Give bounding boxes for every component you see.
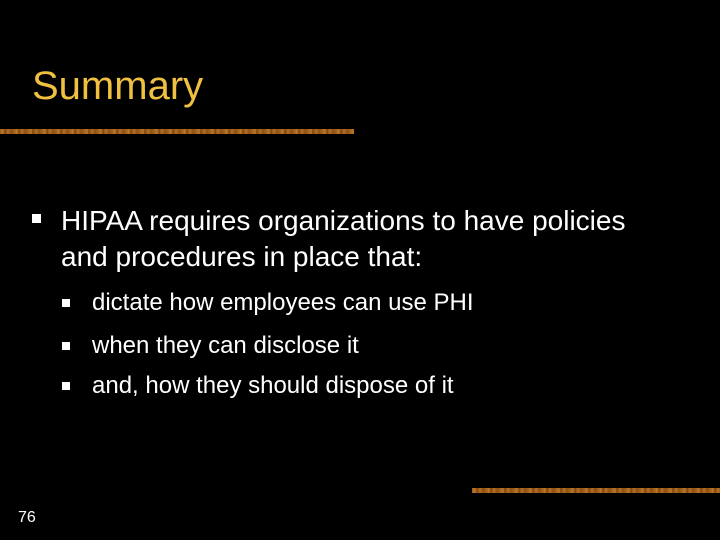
sub-bullet-text: when they can disclose it [92,332,359,359]
square-bullet-icon [62,382,70,390]
main-bullet-text: HIPAA requires organizations to have policies and procedures in place that: [61,205,626,272]
sub-bullet-text: and, how they should dispose of it [92,372,454,399]
sub-bullet-item [62,287,662,319]
sub-bullet-item [62,330,662,362]
square-bullet-icon [62,342,70,350]
square-bullet-icon [62,299,70,307]
title-divider [0,129,354,134]
footer-divider [472,488,720,493]
slide-title: Summary [32,64,204,108]
sub-bullet-text: dictate how employees can use PHI [92,289,474,316]
page-number: 76 [18,509,36,526]
square-bullet-icon [32,214,41,223]
sub-bullet-item [62,370,662,402]
